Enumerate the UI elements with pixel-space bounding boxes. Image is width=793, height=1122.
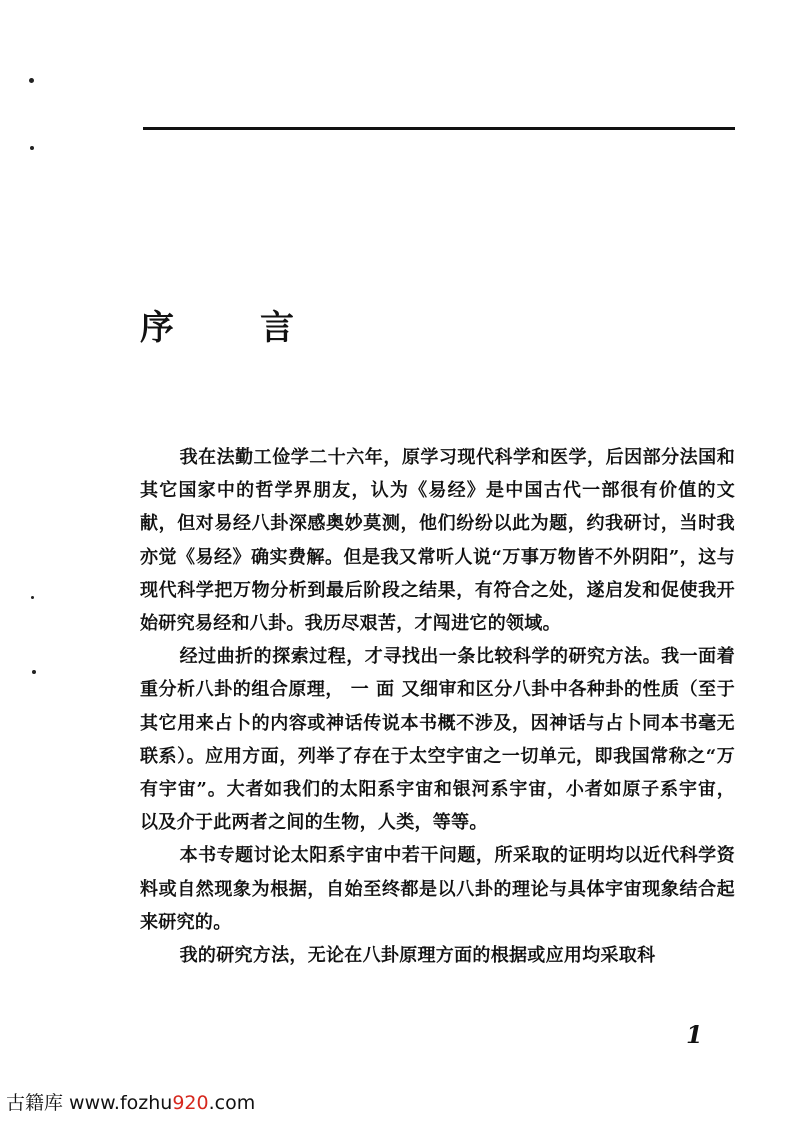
- scan-speck: [31, 596, 34, 599]
- paragraph: 经过曲折的探索过程，才寻找出一条比较科学的研究方法。我一面着重分析八卦的组合原理， 一 面 又细审和区分八卦中各种卦的性质（至于其它用来占卜的内容或神话传说本书概不涉及，因神话与占卜同本书毫无联系）。应用方面，列举了存在于太空宇宙之一切单元，即我国常称之“万有宇宙”。大者如我们的太阳系宇宙和银河系宇宙，小者如原子系宇宙，以及介于此两者之间的生物，人类，等等。: [140, 646, 735, 834]
- header-rule: [143, 127, 735, 130]
- preface-body: [140, 441, 735, 972]
- paragraph: 本书专题讨论太阳系宇宙中若干问题，所采取的证明均以近代科学资料或自然现象为根据，自始至终都是以八卦的理论与具体宇宙现象结合起来研究的。: [140, 845, 735, 933]
- scan-speck: [29, 78, 34, 83]
- title-char: 言: [260, 308, 294, 348]
- page-number: 1: [686, 1020, 703, 1049]
- watermark-suffix: .com: [208, 1092, 256, 1114]
- title-char: 序: [140, 308, 174, 348]
- page-title: [140, 300, 294, 349]
- watermark-highlight: 920: [172, 1092, 209, 1114]
- paragraph: 我在法勤工俭学二十六年，原学习现代科学和医学，后因部分法国和其它国家中的哲学界朋友，认为《易经》是中国古代一部很有价值的文献，但对易经八卦深感奥妙莫测，他们纷纷以此为题，约我研讨，当时我亦觉《易经》确实费解。但是我又常听人说“万事万物皆不外阴阳”，这与现代科学把万物分析到最后阶段之结果，有符合之处，遂启发和促使我开始研究易经和八卦。我历尽艰苦，才闯进它的领域。: [140, 447, 735, 635]
- watermark-prefix: 古籍库 www.fozhu: [6, 1092, 173, 1114]
- scan-speck: [32, 670, 36, 674]
- watermark: [6, 1088, 255, 1115]
- scan-speck: [30, 146, 34, 150]
- paragraph: 我的研究方法，无论在八卦原理方面的根据或应用均采取科: [179, 945, 656, 967]
